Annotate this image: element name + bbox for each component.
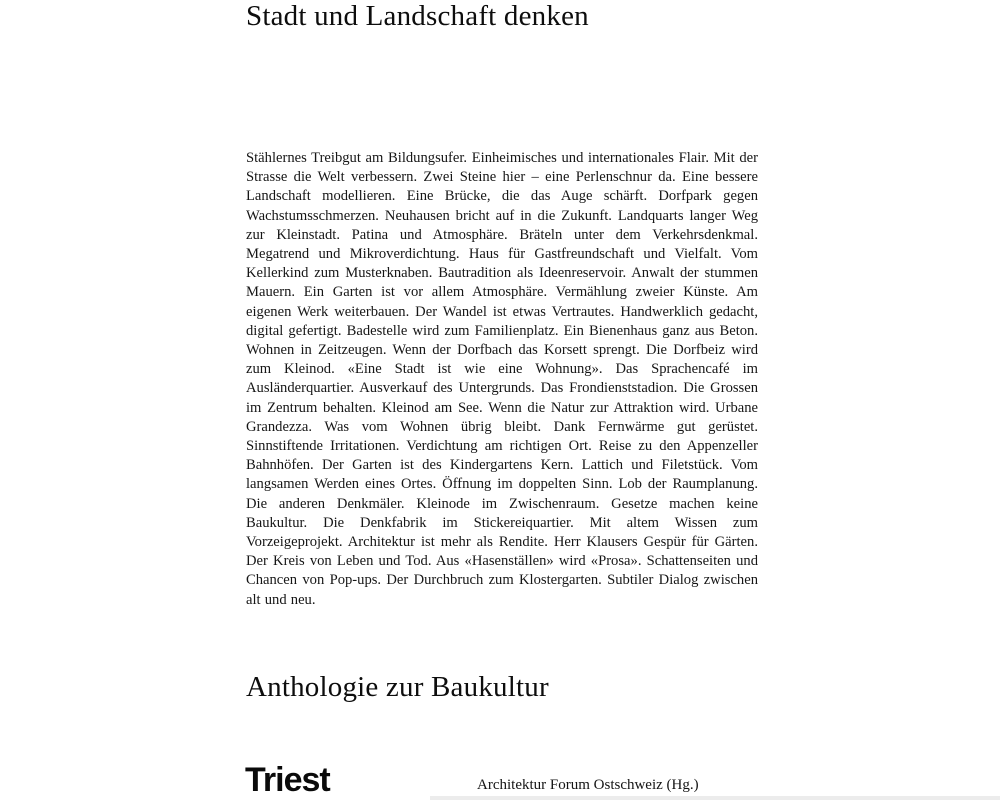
publisher-logo-triest: Triest [245,761,330,799]
page-edge-shadow [430,796,1000,800]
cover-body-text: Stählernes Treibgut am Bildungsufer. Einheimisches und internationales Flair. Mit der Strasse die Welt verbessern. Zwei Steine hier – eine Perlenschnur da. Eine bessere Landschaft modellieren. Eine Brücke, die das Auge schärft. Dorfpark gegen Wachstumsschmerzen. Neuhausen bricht auf in die Zukunft. Landquarts langer Weg zur Kleinstadt. Patina und Atmosphäre. Bräteln unter dem Verkehrsdenkmal. Megatrend und Mikroverdichtung. Haus für Gastfreundschaft und Vielfalt. Vom Kellerkind zum Musterknaben. Bautradition als Ideenreservoir. Anwalt der stummen Mauern. Ein Garten ist vor allem Atmosphäre. Vermählung zweier Künste. Am eigenen Werk weiterbauen. Der Wandel ist etwas Vertrautes. Handwerklich gedacht, digital gefertigt. Badestelle wird zum Familienplatz. Ein Bienenhaus ganz aus Beton. Wohnen in Zeitzeugen. Wenn der Dorfbach das Korsett sprengt. Die Dorfbeiz wird zum Kleinod. «Eine Stadt ist wie eine Wohnung». Das Sprachencafé im Ausländerquartier. Ausverkauf des Untergrunds. Das Frondienststadion. Die Grossen im Zentrum behalten. Kleinod am See. Wenn die Natur zur Attraktion wird. Urbane Grandezza. Was vom Wohnen übrig bleibt. Dank Fernwärme gut gerüstet. Sinnstiftende Irritationen. Verdichtung am richtigen Ort. Reise zu den Appenzeller Bahnhöfen. Der Garten ist des Kindergartens Kern. Lattich und Filetstück. Vom langsamen Werden eines Ortes. Öffnung im doppelten Sinn. Lob der Raumplanung. Die anderen Denkmäler. Kleinode im Zwischenraum. Gesetze machen keine Baukultur. Die Denkfabrik im Stickereiquartier. Mit altem Wissen zum Vorzeigeprojekt. Architektur ist mehr als Rendite. Herr Klausers Gespür für Gärten. Der Kreis von Leben und Tod. Aus «Hasenställen» wird «Prosa». Schattenseiten und Chancen von Pop-ups. Der Durchbruch zum Klostergarten. Subtiler Dialog zwischen alt und neu. [246,150,758,608]
cover-subtitle: Anthologie zur Baukultur [246,671,549,703]
cover-title: Stadt und Landschaft denken [246,0,589,32]
editor-credit: Architektur Forum Ostschweiz (Hg.) [477,777,699,793]
